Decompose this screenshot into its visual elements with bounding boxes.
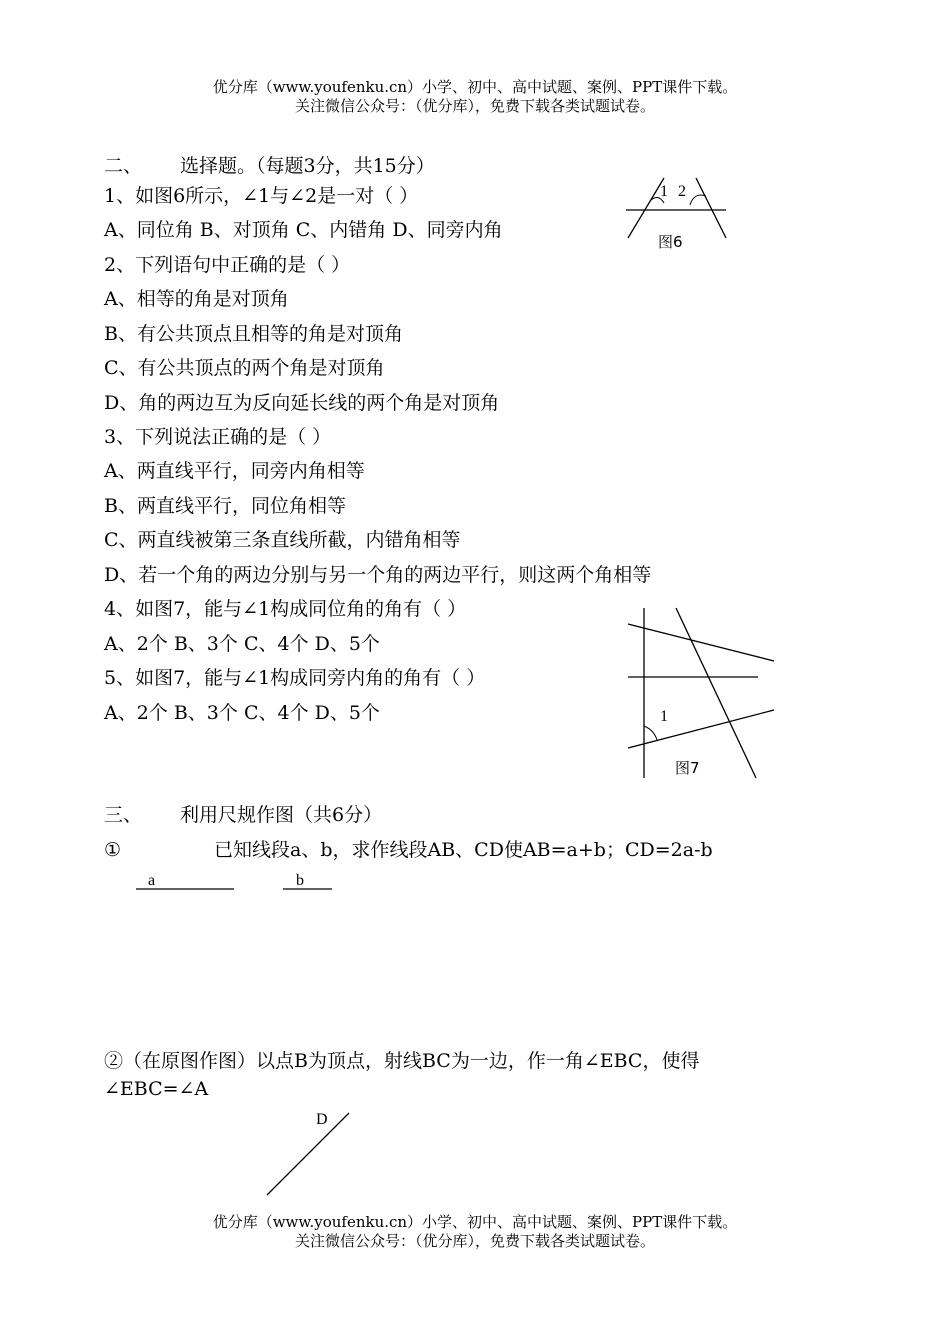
ray-diagram: [260, 1106, 360, 1202]
figure-7-slanted-transversal: [676, 608, 756, 778]
item-2-line-2: ∠EBC=∠A: [104, 1078, 209, 1100]
figure-7-top-line: [628, 624, 774, 661]
ray-bd: [267, 1113, 349, 1195]
footer-line-2: 关注微信公众号：（优分库），免费下载各类试题试卷。: [294, 1232, 655, 1250]
figure-6-right-transversal: [696, 178, 726, 238]
figure-7-caption: 图7: [675, 759, 700, 777]
segment-a-label: a: [148, 872, 156, 889]
question-3-option-c: C、两直线被第三条直线所截，内错角相等: [104, 529, 461, 551]
figure-7-angle-1-label: 1: [660, 708, 668, 725]
question-4-options: A、2个 B、3个 C、4个 D、5个: [104, 633, 380, 655]
section-2-number: 二、: [104, 155, 143, 177]
question-1-stem: 1、如图6所示，∠1与∠2是一对（ ）: [104, 185, 419, 207]
item-2-line-1: ②（在原图作图）以点B为顶点，射线BC为一边，作一角∠EBC，使得: [104, 1050, 700, 1072]
figure-6-angle-1-label: 1: [660, 183, 668, 200]
question-2-option-c: C、有公共顶点的两个角是对顶角: [104, 357, 385, 379]
question-2-option-d: D、角的两边互为反向延长线的两个角是对顶角: [104, 392, 500, 414]
item-1-marker: ①: [104, 839, 122, 861]
item-1-text: 已知线段a、b，求作线段AB、CD使AB=a+b；CD=2a-b: [214, 839, 713, 861]
question-2-option-a: A、相等的角是对顶角: [104, 288, 289, 310]
figure-6-caption: 图6: [658, 233, 683, 251]
question-3-stem: 3、下列说法正确的是（ ）: [104, 426, 332, 448]
section-3-title: 利用尺规作图（共6分）: [180, 804, 383, 826]
figure-6-angle-2-arc: [690, 195, 706, 205]
footer-line-1: 优分库（www.youfenku.cn）小学、初中、高中试题、案例、PPT课件下载。: [212, 1213, 738, 1231]
segment-b-label: b: [296, 872, 304, 889]
section-3-number: 三、: [104, 804, 143, 826]
point-d-label: D: [316, 1111, 328, 1128]
question-3-option-a: A、两直线平行，同旁内角相等: [104, 460, 365, 482]
header-line-1: 优分库（www.youfenku.cn）小学、初中、高中试题、案例、PPT课件下载。: [212, 78, 738, 96]
question-4-stem: 4、如图7，能与∠1构成同位角的角有（ ）: [104, 598, 467, 620]
question-3-option-b: B、两直线平行，同位角相等: [104, 495, 346, 517]
figure-6-angle-2-label: 2: [678, 183, 686, 200]
question-2-stem: 2、下列语句中正确的是（ ）: [104, 254, 351, 276]
question-5-options: A、2个 B、3个 C、4个 D、5个: [104, 702, 380, 724]
figure-6-left-transversal: [628, 178, 664, 238]
segments-a-b: [130, 880, 350, 900]
question-5-stem: 5、如图7，能与∠1构成同旁内角的角有（ ）: [104, 667, 486, 689]
question-1-options: A、同位角 B、对顶角 C、内错角 D、同旁内角: [104, 219, 503, 241]
question-2-option-b: B、有公共顶点且相等的角是对顶角: [104, 323, 403, 345]
question-3-option-d: D、若一个角的两边分别与另一个角的两边平行，则这两个角相等: [104, 564, 652, 586]
header-line-2: 关注微信公众号：（优分库），免费下载各类试题试卷。: [294, 97, 655, 115]
figure-7-angle-1-arc: [644, 726, 657, 740]
figure-7-diagram: [620, 604, 780, 784]
section-2-title: 选择题。（每题3分，共15分）: [180, 155, 435, 177]
